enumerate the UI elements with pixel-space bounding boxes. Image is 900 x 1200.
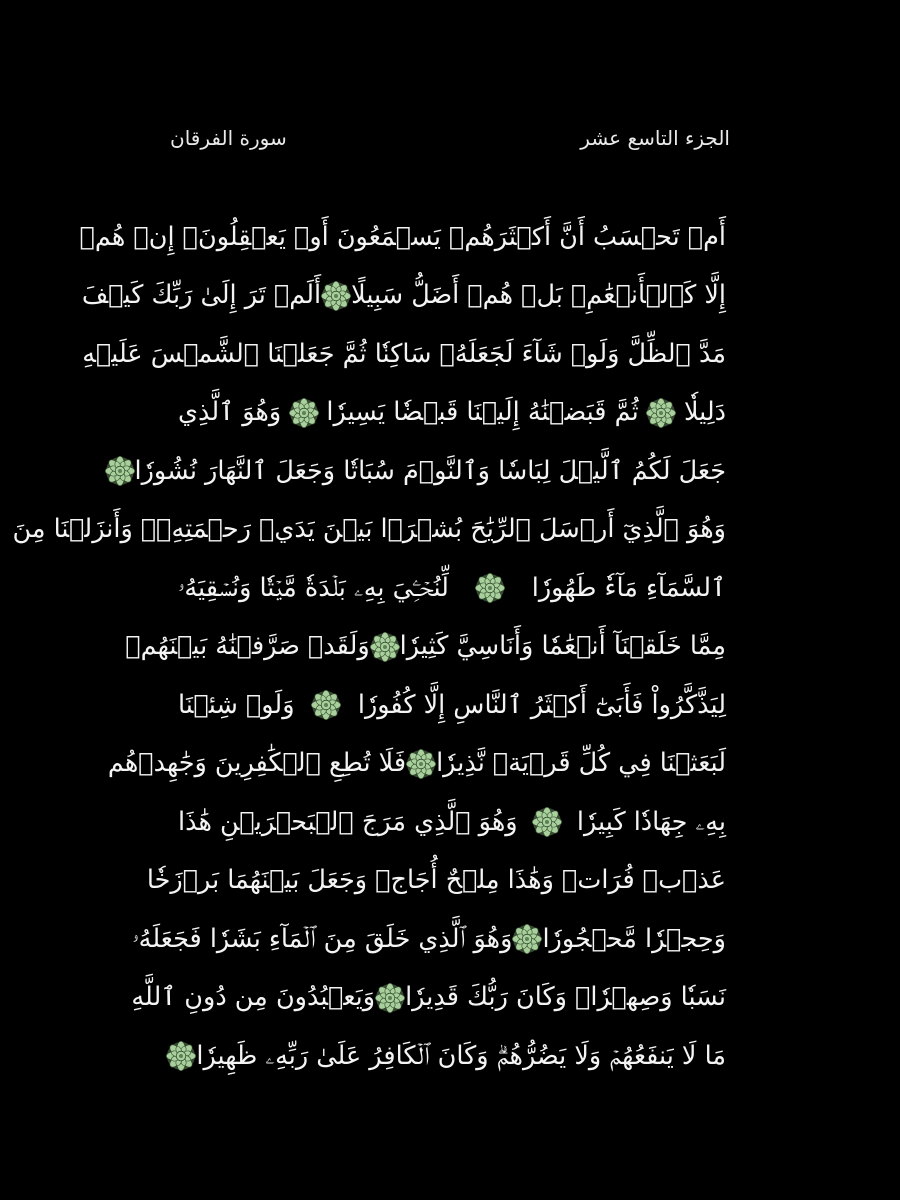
text-line [178, 1027, 726, 1086]
text-line [79, 208, 726, 267]
ayah-marker-icon [311, 690, 341, 720]
text-line [82, 325, 726, 384]
verse-text: وَحِجۡرٗا مَّحۡجُورٗا [542, 923, 726, 954]
verse-text: وَهُوَ ٱلَّذِي [178, 397, 282, 427]
verse-text: فَلَا تُطِعِ ٱلۡكَٰفِرِينَ وَجَٰهِدۡهُم [107, 748, 407, 778]
ayah-marker-icon [166, 1041, 196, 1071]
quran-text-block [12, 208, 726, 1086]
ayah-marker-icon [375, 983, 405, 1013]
ayah-marker-icon [646, 398, 676, 428]
verse-text: مِمَّا خَلَقۡنَآ أَنۡعَٰمٗا وَأَنَاسِيَّ كَثِيرٗا [399, 631, 726, 661]
ayah-marker-icon [532, 807, 562, 837]
verse-text: لَبَعَثۡنَا فِي كُلِّ قَرۡيَةٖ نَّذِيرٗا [436, 748, 726, 778]
verse-text: مَدَّ ٱلظِّلَّ وَلَوۡ شَآءَ لَجَعَلَهُۥ سَاكِنٗا ثُمَّ جَعَلۡنَا ٱلشَّمۡسَ عَلَيۡهِ [82, 338, 726, 369]
ayah-marker-icon [406, 749, 436, 779]
verse-text: لِّنُحۡـِۧيَ بِهِۦ بَلۡدَةٗ مَّيۡتٗا وَنُسۡقِيَهُۥ [178, 572, 449, 603]
verse-text: وَهُوَ ٱلَّذِيٓ أَرۡسَلَ ٱلرِّيَٰحَ بُشۡرَۢا بَيۡنَ يَدَيۡ رَحۡمَتِهِۦۚ وَأَنزَلۡنَا مِنَ [12, 514, 726, 544]
verse-text: وَهُوَ ٱلَّذِي مَرَجَ ٱلۡبَحۡرَيۡنِ هَٰذَا [178, 806, 518, 837]
verse-text: مَا لَا يَنفَعُهُمۡ وَلَا يَضُرُّهُمۡۗ وَكَانَ ٱلۡكَافِرُ عَلَىٰ رَبِّهِۦ ظَهِيرٗا [196, 1040, 726, 1071]
ayah-marker-icon [105, 456, 135, 486]
verse-text: بِهِۦ جِهَادٗا كَبِيرٗا [576, 806, 726, 837]
verse-text: وَلَقَدۡ صَرَّفۡنَٰهُ بَيۡنَهُمۡ [125, 631, 370, 661]
text-line [178, 384, 726, 443]
ayah-marker-icon [475, 573, 505, 603]
ayah-marker-icon [289, 398, 319, 428]
text-line [178, 793, 726, 852]
verse-text: أَلَمۡ تَرَ إِلَىٰ رَبِّكَ كَيۡفَ [81, 280, 322, 310]
juz-title: الجزء التاسع عشر [580, 126, 730, 150]
ayah-marker-icon [321, 281, 351, 311]
text-line [178, 676, 726, 735]
verse-text: عَذۡبٞ فُرَاتٞ وَهَٰذَا مِلۡحٌ أُجَاجٞ وَجَعَلَ بَيۡنَهُمَا بَرۡزَخٗا [146, 865, 726, 895]
text-line [125, 618, 726, 677]
verse-text: دَلِيلٗا [683, 397, 726, 427]
surah-title: سورة الفرقان [170, 126, 287, 150]
text-line [178, 559, 726, 618]
text-line [132, 910, 726, 969]
text-line [134, 442, 726, 501]
verse-text: وَهُوَ ٱلَّذِي خَلَقَ مِنَ ٱلۡمَآءِ بَشَرٗا فَجَعَلَهُۥ [132, 923, 513, 954]
verse-text: لِيَذَّكَّرُواْ فَأَبَىٰٓ أَكۡثَرُ ٱلنَّاسِ إِلَّا كُفُورٗا [357, 689, 726, 720]
text-line [146, 852, 726, 911]
verse-text: وَلَوۡ شِئۡنَا [178, 689, 295, 720]
verse-text: أَمۡ تَحۡسَبُ أَنَّ أَكۡثَرَهُمۡ يَسۡمَعُونَ أَوۡ يَعۡقِلُونَۚ إِنۡ هُمۡ [79, 221, 726, 252]
ayah-marker-icon [512, 924, 542, 954]
page-header [170, 118, 730, 158]
verse-text: ثُمَّ قَبَضۡنَٰهُ إِلَيۡنَا قَبۡضٗا يَسِيرٗا [326, 397, 639, 427]
text-line [107, 735, 726, 794]
ayah-marker-icon [370, 632, 400, 662]
verse-text: جَعَلَ لَكُمُ ٱلَّيۡلَ لِبَاسٗا وَٱلنَّوۡمَ سُبَاتٗا وَجَعَلَ ٱلنَّهَارَ نُشُورٗا [134, 455, 726, 486]
text-line [12, 501, 726, 560]
verse-text: ٱلسَّمَآءِ مَآءٗ طَهُورٗا [531, 572, 726, 603]
text-line [131, 969, 726, 1028]
verse-text: وَيَعۡبُدُونَ مِن دُونِ ٱللَّهِ [131, 982, 376, 1012]
text-line [81, 267, 726, 326]
verse-text: نَسَبٗا وَصِهۡرٗاۗ وَكَانَ رَبُّكَ قَدِيرٗا [405, 982, 726, 1012]
verse-text: إِلَّا كَٱلۡأَنۡعَٰمِۖ بَلۡ هُمۡ أَضَلُّ سَبِيلًا [351, 280, 726, 310]
